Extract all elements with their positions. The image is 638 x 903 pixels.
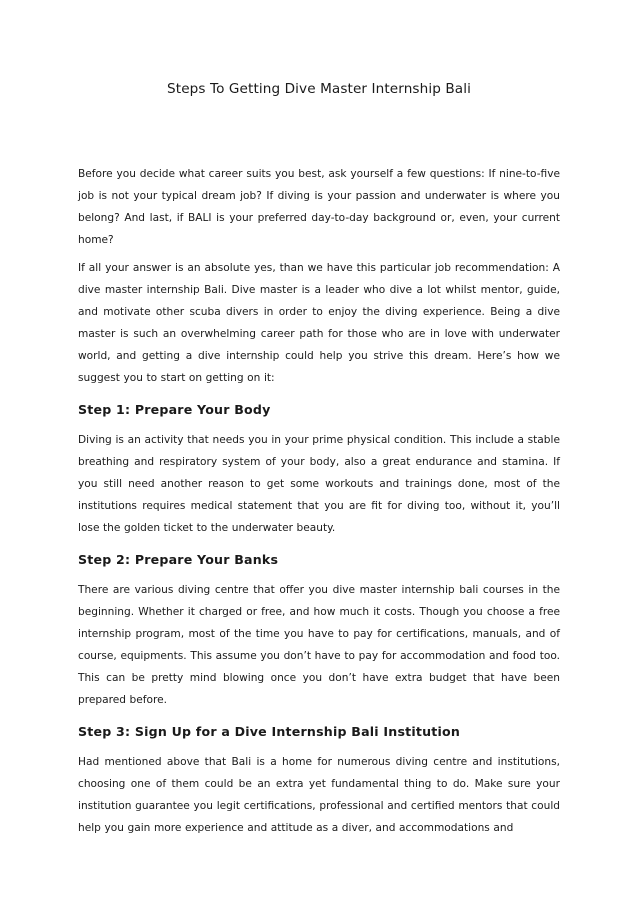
document-title: Steps To Getting Dive Master Internship Bali (167, 81, 471, 97)
step-3-paragraph: Had mentioned above that Bali is a home for numerous diving centre and institutions, choosing one of them could be an extra yet fundamental thing to do. Make sure your institution guarantee you legit certifications, professional and certified mentors that could help you gain more experience and attitude as a diver, and accommodations and (78, 756, 560, 834)
document-body (78, 163, 560, 845)
intro-paragraph-2: If all your answer is an absolute yes, than we have this particular job recommendation: A dive master internship Bali. Dive master is a leader who dive a lot whilst mentor, guide, and motivate other scuba divers in order to enjoy the diving experience. Being a dive master is such an overwhelming career path for those who are in love with underwater world, and getting a dive internship could help you strive this dream. Here’s how we suggest you to start on getting on it: (78, 262, 560, 384)
step-1-paragraph: Diving is an activity that needs you in your prime physical condition. This include a stable breathing and respiratory system of your body, also a great endurance and stamina. If you still need another reason to get some workouts and trainings done, most of the institutions requires medical statement that you are fit for diving too, without it, you’ll lose the golden ticket to the underwater beauty. (78, 434, 560, 534)
step-3-heading: Step 3: Sign Up for a Dive Internship Bali Institution (78, 724, 461, 739)
step-1-heading: Step 1: Prepare Your Body (78, 402, 271, 417)
intro-paragraph-1: Before you decide what career suits you best, ask yourself a few questions: If nine-to-five job is not your typical dream job? If diving is your passion and underwater is where you belong? And last, if BALI is your preferred day-to-day background or, even, your current home? (78, 168, 560, 246)
step-2-paragraph: There are various diving centre that offer you dive master internship bali courses in the beginning. Whether it charged or free, and how much it costs. Though you choose a free internship program, most of the time you have to pay for certifications, manuals, and of course, equipments. This assume you don’t have to pay for accommodation and food too. This can be pretty mind blowing once you don’t have extra budget that have been prepared before. (78, 584, 560, 706)
step-2-heading: Step 2: Prepare Your Banks (78, 552, 279, 567)
